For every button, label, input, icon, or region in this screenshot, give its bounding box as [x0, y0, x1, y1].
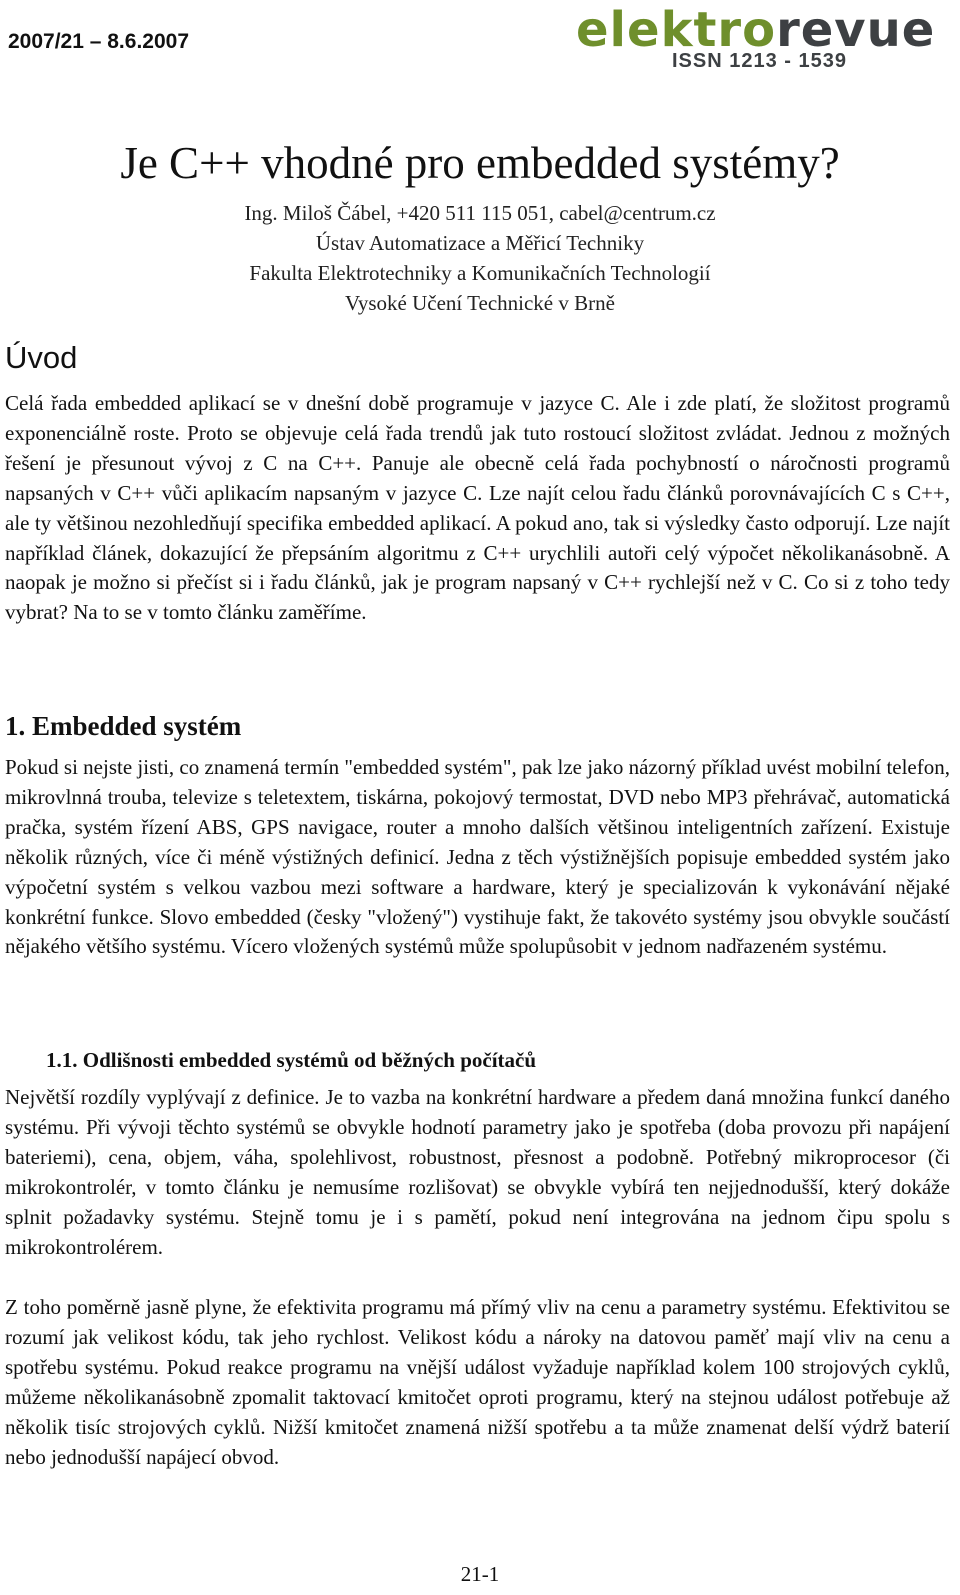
section-1-1-heading: 1.1. Odlišnosti embedded systémů od běžných počítačů: [46, 1048, 537, 1072]
intro-paragraph: Celá řada embedded aplikací se v dnešní době programuje v jazyce C. Ale i zde platí, že složitost programů exponenciálně roste. Proto se objevuje celá řada trendů jak tuto rostoucí složitost zvládat. Jednou z možných řešení je přesunout vývoj z C na C++. Panuje ale obecně celá řada pochybností o náročnosti programů napsaných v C++ vůči aplikacím napsaným v jazyce C. Lze najít celou řadu článků porovnávajících C s C++, ale ty většinou nezohledňují specifika embedded aplikací. A pokud ano, tak si výsledky často odporují. Lze najít například článek, dokazující že přepsáním algoritmu z C++ urychlili autoři celý výpočet několikanásobně. A naopak je možno si přečíst si i řadu článků, jak je program napsaný v C++ rychlejší než v C. Co si z toho tedy vybrat? Na to se v tomto článku zaměříme.: [5, 391, 950, 625]
section-1-1-paragraph-1: Největší rozdíly vyplývají z definice. Je to vazba na konkrétní hardware a předem daná množina funkcí daného systému. Při vývoji těchto systémů se obvykle hodnotí parametry jako je spotřeba (doba provozu při napájení bateriemi), cena, objem, váha, spolehlivost, robustnost, přesnost a podobně. Potřebný mikroprocesor (či mikrokontrolér, v tomto článku je nemusíme rozlišovat) se obvykle vybírá ten nejjednodušší, který dokáže splnit požadavky systému. Stejně tomu je i s pamětí, pokud není integrována na jednom čipu spolu s mikrokontrolérem.: [5, 1085, 950, 1259]
section-1-1-paragraph-2: Z toho poměrně jasně plyne, že efektivita programu má přímý vliv na cenu a parametry systému. Efektivitou se rozumí jak velikost kódu, tak jeho rychlost. Velikost kódu a nároky na datovou paměť mají vliv na cenu a spotřebu systému. Pokud reakce programu na vnější událost vyžaduje například kolem 100 strojových cyklů, můžeme několikanásobně zpomalit taktovací kmitočet oproti programu, který na stejnou událost potřebuje až několik tisíc strojových cyklů. Nižší kmitočet znamená nižší spotřebu a ta může znamenat delší výdrž baterií nebo jednodušší napájecí obvod.: [5, 1295, 950, 1469]
logo-wordmark: [576, 4, 935, 56]
intro-heading: Úvod: [5, 340, 78, 375]
issue-date: 2007/21 – 8.6.2007: [8, 30, 190, 53]
logo-word-part2: revue: [776, 2, 936, 58]
university-line: Vysoké Učení Technické v Brně: [345, 291, 615, 315]
logo-word-part1: elektro: [576, 2, 777, 58]
section-1-heading: 1. Embedded systém: [5, 711, 242, 741]
elektrorevue-logo: [576, 4, 956, 76]
author-block: [0, 198, 960, 318]
page-number: 21-1: [460, 1562, 500, 1586]
logo-issn: ISSN 1213 - 1539: [672, 50, 847, 72]
article-title: Je C++ vhodné pro embedded systémy?: [120, 138, 840, 188]
author-line: Ing. Miloš Čábel, +420 511 115 051, cabel@centrum.cz: [244, 201, 716, 225]
faculty-line: Fakulta Elektrotechniky a Komunikačních Technologií: [249, 261, 711, 285]
institute-line: Ústav Automatizace a Měřicí Techniky: [315, 231, 645, 255]
section-1-paragraph: Pokud si nejste jisti, co znamená termín "embedded systém", pak lze jako názorný příklad uvést mobilní telefon, mikrovlnná trouba, televize s teletextem, tiskárna, pokojový termostat, DVD nebo MP3 přehrávač, automatická pračka, systém řízení ABS, GPS navigace, router a mnoho dalších většinou inteligentních zařízení. Existuje několik různých, více či méně výstižných definicí. Jedna z těch výstižnějších popisuje embedded systém jako výpočetní systém s velkou vazbou mezi software a hardware, který je specializován k vykonávání nějaké konkrétní funkce. Slovo embedded (česky "vložený") vystihuje fakt, že takovéto systémy jsou obvykle součástí nějakého většího systému. Vícero vložených systémů může spolupůsobit v jednom nadřazeném systému.: [5, 755, 950, 959]
